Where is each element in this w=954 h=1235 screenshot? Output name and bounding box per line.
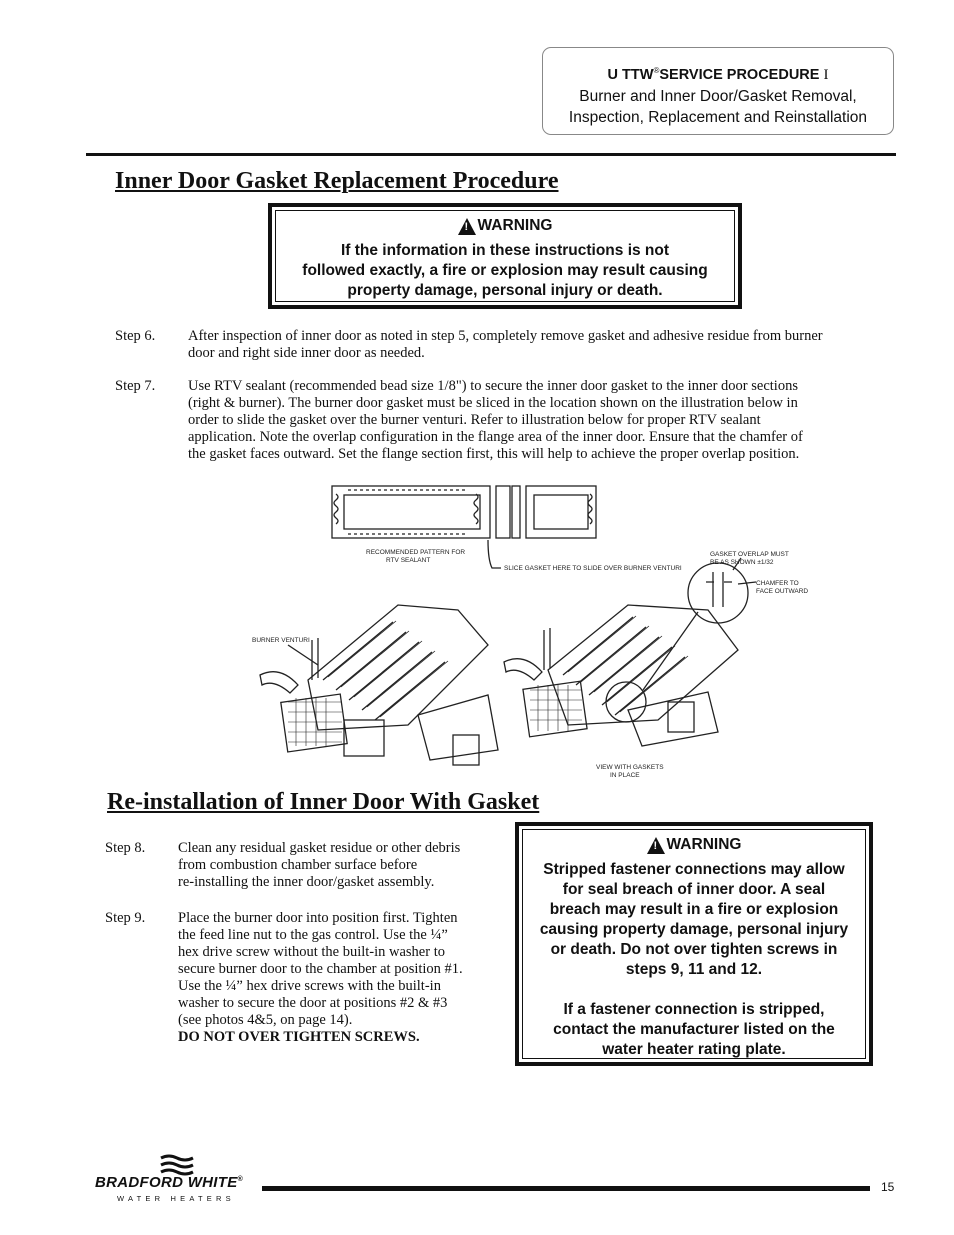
- brand-logo: [95, 1154, 260, 1204]
- step-line: from combustion chamber surface before: [178, 857, 418, 873]
- step-number: Step 7.: [115, 378, 156, 394]
- step-line: (see photos 4&5, on page 14).: [178, 1012, 353, 1028]
- step-line: Use the ¼” hex drive screws with the built-in: [178, 978, 441, 994]
- step-line: door and right side inner door as needed.: [188, 345, 425, 361]
- title-rest: SERVICE PROCEDURE: [659, 66, 820, 83]
- warning-line: or death. Do not over tighten screws in: [550, 940, 838, 958]
- warning-title: WARNING: [477, 217, 553, 234]
- inner-door-right: [628, 692, 718, 746]
- step-number: Step 9.: [105, 910, 146, 926]
- warning-line: If the information in these instructions is not: [340, 241, 670, 259]
- title-main: U TTW: [607, 66, 654, 83]
- step-line: hex drive screw without the built-in washer to: [178, 944, 445, 960]
- brand-tagline: WATER HEATERS: [117, 1194, 235, 1203]
- step-bold-warning: DO NOT OVER TIGHTEN SCREWS.: [178, 1029, 420, 1045]
- step-line: Clean any residual gasket residue or other debris: [178, 840, 461, 856]
- step-line: the gasket faces outward. Set the flange section first, this will help to achieve the proper overlap position.: [188, 446, 800, 462]
- warning-line: for seal breach of inner door. A seal: [562, 880, 826, 898]
- procedure-header-box: [542, 47, 894, 135]
- warning-box-1: [268, 203, 742, 309]
- label-overlap-2: BE AS SHOWN ±1/32: [710, 559, 774, 566]
- label-rtv-2: RTV SEALANT: [386, 557, 431, 564]
- warning-triangle-icon: !: [647, 837, 665, 854]
- brand-text: BRADFORD WHITE: [95, 1174, 238, 1191]
- detail-circle-small: [606, 682, 646, 722]
- step-line: re-installing the inner door/gasket assembly.: [178, 874, 435, 890]
- step-line: (right & burner). The burner door gasket must be sliced in the location shown on the illustration below in: [188, 395, 798, 411]
- inner-door-left: [418, 695, 498, 760]
- label-chamfer-1: CHAMFER TO: [756, 580, 799, 587]
- warning-line: causing property damage, personal injury: [539, 920, 849, 938]
- warning-line: steps 9, 11 and 12.: [625, 960, 763, 978]
- title-sup: ®: [653, 66, 660, 75]
- brand-name: [95, 1174, 243, 1191]
- step-line: application. Note the overlap configuration in the flange area of the inner door. Ensure that the chamfer of: [188, 429, 803, 445]
- warning-triangle-icon: !: [458, 218, 476, 235]
- step-line: After inspection of inner door as noted in step 5, completely remove gasket and adhesive residue from burner: [188, 328, 823, 344]
- label-overlap-1: GASKET OVERLAP MUST: [710, 551, 789, 558]
- page-number: 15: [881, 1180, 895, 1194]
- footer-rule: [262, 1186, 870, 1191]
- warning-line: water heater rating plate.: [602, 1040, 786, 1058]
- label-venturi: BURNER VENTURI: [252, 637, 310, 644]
- step-line: washer to secure the door at positions #2 & #3: [178, 995, 448, 1011]
- label-slice: SLICE GASKET HERE TO SLIDE OVER BURNER VENTURI: [504, 565, 682, 572]
- step-9: [105, 910, 505, 1050]
- step-line: secure burner door to the chamber at position #1.: [178, 961, 463, 977]
- burner-left: [308, 605, 488, 730]
- warning-line: breach may result in a fire or explosion: [549, 900, 839, 918]
- step-6: [115, 328, 885, 364]
- brand-mark: ®: [237, 1176, 243, 1183]
- warning-line: property damage, personal injury or death.: [347, 281, 663, 299]
- label-chamfer-2: FACE OUTWARD: [756, 588, 808, 595]
- label-view-2: IN PLACE: [610, 772, 640, 779]
- warning-line: Stripped fastener connections may allow: [543, 860, 845, 878]
- warning-line: If a fastener connection is stripped,: [563, 1000, 825, 1018]
- title-roman: I: [823, 66, 829, 83]
- procedure-subtitle-line2: Burner and Inner Door/Gasket Removal,: [579, 87, 857, 105]
- warning-line: contact the manufacturer listed on the: [553, 1020, 835, 1038]
- gasket-illustration: [248, 480, 808, 785]
- warning-box-2: [515, 822, 873, 1066]
- step-7: [115, 378, 885, 468]
- step-line: the feed line nut to the gas control. Use the ¼”: [178, 927, 448, 943]
- top-divider: [86, 153, 896, 156]
- warning-title: WARNING: [666, 836, 742, 853]
- step-line: Place the burner door into position first. Tighten: [178, 910, 458, 926]
- warning-line: followed exactly, a fire or explosion may result causing: [302, 261, 708, 279]
- gasket-diagram-svg: [248, 480, 808, 785]
- procedure-title: [543, 60, 893, 86]
- label-rtv-1: RECOMMENDED PATTERN FOR: [366, 549, 466, 556]
- step-number: Step 6.: [115, 328, 156, 344]
- label-view-1: VIEW WITH GASKETS: [596, 764, 664, 771]
- step-line: order to slide the gasket over the burner venturi. Refer to illustration below for proper RTV sealant: [188, 412, 761, 428]
- step-number: Step 8.: [105, 840, 146, 856]
- procedure-subtitle-line3: Inspection, Replacement and Reinstallation: [568, 108, 868, 126]
- step-8: [105, 840, 505, 894]
- step-line: Use RTV sealant (recommended bead size 1/8") to secure the inner door gasket to the inner door sections: [188, 378, 798, 394]
- section1-heading: Inner Door Gasket Replacement Procedure: [115, 168, 559, 194]
- section2-heading: Re-installation of Inner Door With Gasket: [107, 789, 540, 815]
- rtv-pattern-outline: [332, 486, 490, 538]
